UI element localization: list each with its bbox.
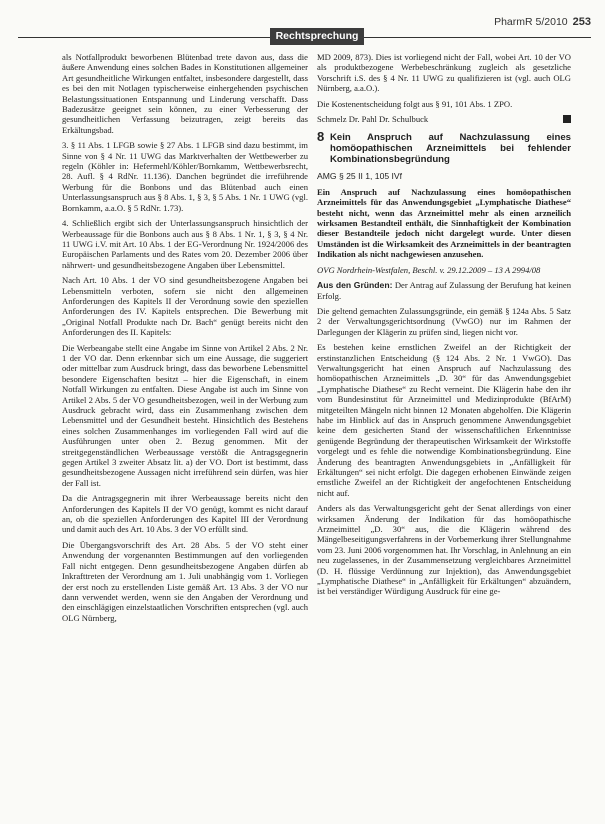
court-citation: OVG Nordrhein-Westfalen, Beschl. v. 29.12.2009 – 13 A 2994/08 xyxy=(317,264,541,275)
journal-info xyxy=(494,16,591,28)
journal-issue: PharmR 5/2010 xyxy=(494,16,568,28)
signature-line xyxy=(317,114,571,124)
case-heading xyxy=(317,129,571,166)
end-mark-icon xyxy=(563,115,571,123)
right-column xyxy=(317,52,571,602)
paragraph: Da die Antragsgegnerin mit ihrer Werbeaussage bereits nicht den Anforderungen des Kapitels II der VO genügt, kommt es nicht darauf an, ob die speziellen Anforderungen des Kapitel III der Verordnung und damit auch des Art. 10 Abs. 3 der VO erfüllt sind. xyxy=(62,493,308,535)
case-number: 8 xyxy=(317,129,325,145)
paragraph: Die Übergangsvorschrift des Art. 28 Abs. 5 der VO steht einer Anwendung der vorgenannten Bestimmungen auf den vorliegenden Fall nicht entgegen. Denn gesundheitsbezogene Angaben dürfen ab Inkrafttreten der Verordnung am 1. Juli unabhängig vom 1. Vorliegen der erst noch zu erstellenden Liste gemäß Art. 13 Abs. 3 der VO nur dann verwendet werden, wenn sie den Angaben der Verordnung und den einschlägigen einzelstaatlichen Vorschriften entsprechen (vgl. auch OLG Nürnberg, xyxy=(62,539,308,623)
paragraph: Es bestehen keine ernstlichen Zweifel an der Richtigkeit der erstinstanzlichen Entscheidung (§ 124 Abs. 2 Nr. 1 VwGO). Das Verwaltungsgericht hat einen Anspruch auf Nachzulassung des homöopathischen Arzneimittels „D. 30“ für das Anwendungsgebiet „Lymphatische Diathese“ zu Recht verneint. Die Klägerin habe den ihr vom Bundesinstitut für Arzneimittel und Medizinprodukte (BfArM) mitgeteilten Mängeln nicht binnen 12 Monaten abgeholfen. Die Klägerin habe im Hinblick auf das in Anspruch genommene Anwendungsgebiet keine dem gesicherten Stand der wissenschaftlichen Erkenntnisse genügende Begründung der therapeutischen Wirksamkeit der Wirkstoffe vorgelegt und es fehle die notwendige Kombinationsbegründung. Eine Änderung des beantragten Anwendungsgebiets in „Anfälligkeit für Erkältungen“ sei nicht erfolgt. Die dagegen erhobenen Einwände zeigen ernstliche Zweifel an der Richtigkeit der angefochtenen Entscheidung nicht auf. xyxy=(317,342,571,498)
left-column xyxy=(62,52,308,628)
norm-reference: AMG § 25 II 1, 105 IVf xyxy=(317,171,403,182)
paragraph: 4. Schließlich ergibt sich der Unterlassungsanspruch hinsichtlich der Werbeaussage für die Bonbons auch aus § 8 Abs. 1 Nr. 1, § 3, § 4 Nr. 11 UWG i.V. mit Art. 10 Abs. 1 der EG-Verordnung Nr. 1924/2006 des Europäischen Parlaments und des Rates vom 20. Dezember 2006 über nährwert- und gesundheitsbezogene Angaben über Lebensmittel. xyxy=(62,218,308,270)
judges-signature: Schmelz Dr. Pahl Dr. Schulbuck xyxy=(317,114,429,125)
section-label: Rechtsprechung xyxy=(270,28,364,45)
paragraph: als Notfallprodukt beworbenen Blütenbad trete davon aus, dass die äußere Anwendung eines solchen Bades in Konstitutionen allgemeiner Art gesundheitliche Wirkungen entfaltet, insbesondere dargestellt, dass es bei den mit Notlagen typischerweise einhergehenden psychischen Belastungssituationen Entspannung und Linderung verschafft. Dass Badezusätze geeignet sein können, zu einer Verbesserung der gesundheitlichen Verfassung beizutragen, zeigt bereits das Erkältungsbad. xyxy=(62,52,308,135)
paragraph: Anders als das Verwaltungsgericht geht der Senat allerdings von einer wirksamen Änderung der Indikation für das homöopathische Arzneimittel „D. 30“ aus, die die Klägerin während des Mängelbeseitigungsverfahrens in der Vorbemerkung ihrer Stellungnahme vom 23. Juni 2006 vorgenommen hat. Ihr Vorschlag, in Anlehnung an ein neu zugelassenes, in der Zusammensetzung vergleichbares Arzneimittel (D. H. flüssige Verdünnung zur Injektion), das Anwendungsgebiet „Lymphatische Diathese“ in „Anfälligkeit für Erkältungen“ abzuändern, ist bei verständiger Würdigung Ausdruck für eine ge- xyxy=(317,503,571,597)
page-number: 253 xyxy=(572,16,591,28)
paragraph: Die geltend gemachten Zulassungsgründe, ein gemäß § 124a Abs. 5 Satz 2 der Verwaltungsgerichtsordnung (VwGO) nur im Rahmen der Darlegungen der Klägerin zu prüfen sind, liegen nicht vor. xyxy=(317,305,571,337)
cost-decision: Die Kostenentscheidung folgt aus § 91, 101 Abs. 1 ZPO. xyxy=(317,98,513,109)
paragraph: Die Werbeangabe stellt eine Angabe im Sinne von Artikel 2 Abs. 2 Nr. 1 der VO dar. Denn erkennbar sich um eine Aussage, die suggeriert oder mittelbar zum Ausdruck bringt, dass das beworbene Lebensmittel besondere Eigenschaften besitzt – hier die Eigenschaft, in einem Notfall Wirkungen zu entfalten. Diese Angabe ist auch im Sinne von Artikel 2 Abs. 5 der VO gesundheitsbezogen, weil in der Werbung zum Ausdruck gebracht wird, dass ein Zusammenhang zwischen dem Lebensmittel und der Gesundheit besteht. Hinsichtlich des Bestehens eines solchen Zusammenhanges im vorliegenden Fall wird auf die Ausführungen unter oben 2. Bezug genommen. Mit der streitgegenständlichen Werbeaussage verstößt die Antragsgegnerin gegen Artikel 3 zweiter Absatz lit. a) der VO. Dort ist bestimmt, dass gesundheitsbezogene Aussagen nicht irreführend sein dürfen, was hier der Fall ist. xyxy=(62,342,308,488)
page-header xyxy=(18,16,591,44)
reasons-paragraph xyxy=(317,280,571,301)
reasons-lead: Aus den Gründen: xyxy=(317,280,393,291)
reasons-text: Der Antrag auf Zulassung der Berufung hat keinen Erfolg. xyxy=(317,280,571,301)
paragraph: MD 2009, 873). Dies ist vorliegend nicht der Fall, wobei Art. 10 der VO als produktbezogene Werbebeschränkung zugleich als gesetzliche Vorschrift i.S. des § 4 Nr. 11 UWG zu qualifizieren ist (vgl. auch OLG Nürnberg, a.a.O.). xyxy=(317,52,571,94)
paragraph: Nach Art. 10 Abs. 1 der VO sind gesundheitsbezogene Angaben bei Lebensmitteln verboten, sofern sie nicht den allgemeinen Anforderungen des Kapitels II der Verordnung sowie den speziellen Anforderungen des IV. Kapitels entsprechen. Die Bewerbung mit „Original Notfall Produkte nach Dr. Bach“ genügt bereits nicht den Anforderungen des II. Kapitels: xyxy=(62,275,308,338)
headnote: Ein Anspruch auf Nachzulassung eines homöopathischen Arzneimittels für das Anwendungsgebiet „Lymphatische Diathese“ besteht nicht, wenn das Arzneimittel mehr als einen arzneilich wirksamen Bestandteil enthält, die Sinnhaftigkeit der Kombination dieser Bestandteile jedoch nicht dargelegt wurde. Unter diesen Umständen ist die Wirksamkeit des Arzneimittels in der beantragten Indikation als nicht nachgewiesen anzusehen. xyxy=(317,186,571,260)
case-title: Kein Anspruch auf Nachzulassung eines homöopathischen Arzneimittels bei fehlender Kombinationsbegründung xyxy=(330,132,571,166)
paragraph: 3. § 11 Abs. 1 LFGB sowie § 27 Abs. 1 LFGB sind dazu bestimmt, im Sinne von § 4 Nr. 11 UWG das Marktverhalten der Wettbewerber zu regeln (Köhler in: Hefermehl/Köhler/Bornkamm, Wettbewerbsrecht, 28. Aufl. § 4 RdNr. 11.136). Danchen begründet die irreführende Werbung für die Bonbons und das Blütenbad auch einen Unterlassungsanspruch aus § 8 Abs. 1, § 3, § 5 Abs. 1 Nr. 1 UWG (vgl. Bornkamm, a.a.O. § 5 RdNr. 1.73). xyxy=(62,140,308,213)
